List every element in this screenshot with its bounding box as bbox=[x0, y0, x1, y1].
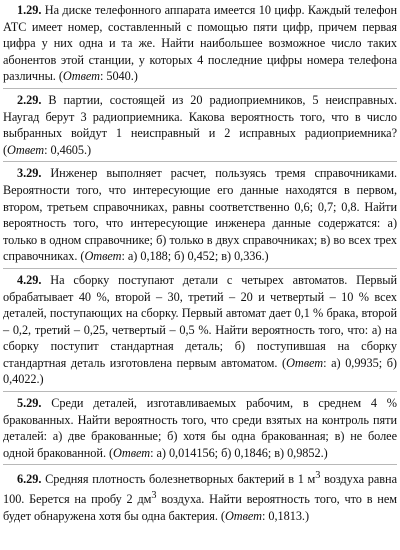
divider bbox=[3, 88, 397, 89]
problem-3-29: 3.29. Инженер выполняет расчет, пользуясь тремя справочниками. Вероятности того, что интересующие его данные находятся в первом, втором, третьем справочниках, равны соответственно 0,6; 0,7; 0,8. Найти вероятность того, что интересующие инженера данные содержатся: а) только в одном справочнике; б) только в двух справочниках; в) во всех трех справочниках. (Ответ: а) 0,188; б) 0,452; в) 0,336.) bbox=[3, 166, 398, 264]
answer-label: Ответ bbox=[84, 249, 122, 264]
divider bbox=[3, 268, 397, 269]
answer-label: Ответ bbox=[7, 142, 45, 157]
problem-text: В партии, состоящей из 20 радиоприемников, 5 неисправных. Наугад берут 3 радиоприемника. Какова вероятность того, что в число выбранных войдут 1 неисправный и 2 исправных радиоприемника? bbox=[3, 92, 397, 141]
problem-text-part: воздуха равна 100. Берется на пробу 2 дм bbox=[3, 472, 397, 507]
problem-number: 1.29. bbox=[17, 3, 42, 17]
superscript-3: 3 bbox=[315, 470, 321, 482]
divider bbox=[3, 391, 397, 392]
answer-value: 0,1813. bbox=[268, 508, 305, 523]
problem-1-29: 1.29. На диске телефонного аппарата имеется 10 цифр. Каждый телефон АТС имеет номер, составленный с помощью пяти цифр, причем первая цифра у них одна и та же. Найти наибольшее возможное число таких абонентов этой станции, у которых 4 последние цифры номера телефона различны. (Ответ: 5040.) bbox=[3, 3, 397, 84]
problem-page bbox=[3, 2, 397, 527]
problem-6-29: 6.29. Средняя плотность болезнетворных бактерий в 1 $м^3$ воздуха равна 100. Берется на пробу 2 $дм^3$ воздуха. Найти вероятность того, что в нем будет обнаружена хотя бы одна бактерия. (Ответ: 0,1813.) bbox=[3, 470, 397, 523]
problem-4-29: 4.29. На сборку поступают детали с четырех автоматов. Первый обрабатывает 40 %, второй – 30, третий – 20 и четвертый – 10 % всех деталей, поступающих на сборку. Первый автомат дает 0,1 % брака, второй – 0,2, третий – 0,25, четвертый – 0,5 %. Найти вероятность того, что: а) на сборку поступит стандартная деталь; б) поступившая на сборку стандартная деталь изготовлена первым автоматом. (Ответ: а) 0,9935; б) 0,4022.) bbox=[3, 272, 397, 387]
problem-number: 5.29. bbox=[17, 396, 42, 411]
problem-text: Инженер выполняет расчет, пользуясь тремя справочниками. Вероятности того, что интересующие его данные находятся в первом, втором, третьем справочниках, равны соответственно 0,6; 0,7; 0,8. Найти вероятность того, что интересующие инженера данные содержатся: а) только в одном справочнике; б) только в двух справочниках; в) во всех трех справочниках. bbox=[3, 166, 398, 264]
divider bbox=[3, 161, 397, 162]
problem-2-29: 2.29. В партии, состоящей из 20 радиоприемников, 5 неисправных. Наугад берут 3 радиоприемника. Какова вероятность того, что в число выбранных войдут 1 неисправный и 2 исправных радиоприемника? (Ответ: 0,4605.) bbox=[3, 92, 397, 157]
divider bbox=[3, 464, 397, 465]
answer-label: Ответ bbox=[224, 508, 262, 523]
answer-label: Ответ bbox=[62, 69, 100, 84]
problem-number: 2.29. bbox=[17, 92, 42, 107]
problem-text: На диске телефонного аппарата имеется 10 цифр. Каждый телефон АТС имеет номер, составленный с помощью пяти цифр, причем первая цифра у них одна и та же. Найти наибольшее возможное число таких абонентов этой станции, у которых 4 последние цифры номера телефона различны. bbox=[3, 3, 397, 84]
answer-label: Ответ bbox=[113, 445, 151, 460]
answer-value: 0,4605. bbox=[50, 142, 88, 157]
problem-number: 3.29. bbox=[17, 166, 42, 181]
answer-value: а) 0,9935; б) 0,4022. bbox=[3, 355, 397, 387]
problem-text: На сборку поступают детали с четырех автоматов. Первый обрабатывает 40 %, второй – 30, третий – 20 и четвертый – 10 % всех деталей, поступающих на сборку. Первый автомат дает 0,1 % брака, второй – 0,2, третий – 0,25, четвертый – 0,5 %. Найти вероятность того, что: а) на сборку поступит стандартная деталь; б) поступившая на сборку стандартная деталь изготовлена первым автоматом. bbox=[3, 272, 397, 370]
answer-value: а) 0,014156; б) 0,1846; в) 0,9852. bbox=[156, 445, 324, 460]
superscript-3: 3 bbox=[151, 490, 157, 502]
problem-number: 6.29. bbox=[17, 472, 42, 487]
answer-value: а) 0,188; б) 0,452; в) 0,336. bbox=[127, 249, 265, 264]
problem-number: 4.29. bbox=[17, 272, 42, 287]
problem-text-part: Средняя плотность болезнетворных бактерий в 1 м bbox=[45, 472, 316, 487]
answer-value: 5040. bbox=[106, 69, 134, 84]
answer-label: Ответ bbox=[286, 355, 324, 370]
problem-text-part: воздуха. Найти вероятность того, что в нем будет обнаружена хотя бы одна бактерия. bbox=[3, 492, 397, 523]
problem-5-29: 5.29. Среди деталей, изготавливаемых рабочим, в среднем 4 % бракованных. Найти вероятность того, что среди взятых на контроль пяти деталей: а) две бракованные; б) хотя бы одна бракованная; в) не более одной бракованной. (Ответ: а) 0,014156; б) 0,1846; в) 0,9852.) bbox=[3, 396, 398, 460]
problem-text: Среди деталей, изготавливаемых рабочим, в среднем 4 % бракованных. Найти вероятность того, что среди взятых на контроль пяти деталей: а) две бракованные; б) хотя бы одна бракованная; в) не более одной бракованной. bbox=[3, 396, 398, 460]
